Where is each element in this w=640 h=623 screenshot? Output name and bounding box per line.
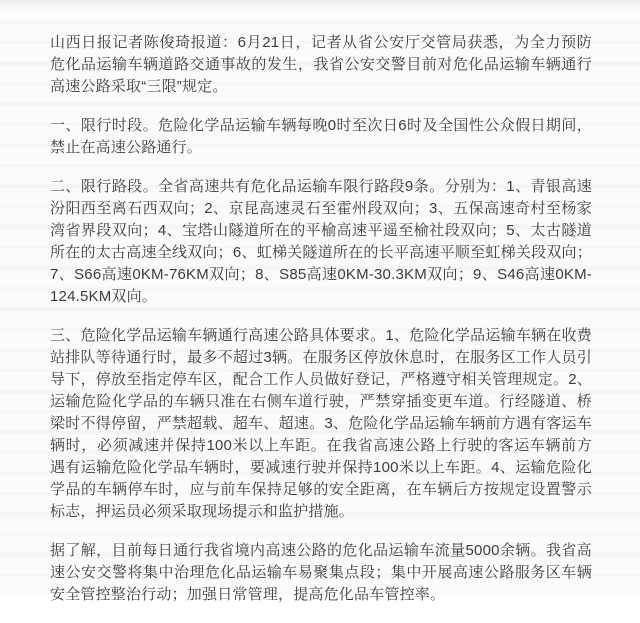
article-body	[50, 32, 592, 623]
article-paragraph-requirements: 三、危险化学品运输车辆通行高速公路具体要求。1、危险化学品运输车辆在收费站排队等待通行时，最多不超过3辆。在服务区停放休息时，在服务区工作人员引导下，停放至指定停车区，配合工作人员做好登记，严格遵守相关管理规定。2、运输危险化学品的车辆只准在右侧车道行驶，严禁穿插变更车道。行经隧道、桥梁时不得停留，严禁超载、超车、超速。3、危险化学品运输车辆前方遇有客运车辆时，必须减速并保持100米以上车距。在我省高速公路上行驶的客运车辆前方遇有运输危险化学品车辆时，要减速行驶并保持100米以上车距。4、运输危险化学品的车辆停车时，应与前车保持足够的安全距离，在车辆后方按规定设置警示标志，押运员必须采取现场提示和监护措施。	[50, 327, 592, 520]
article-paragraph-restriction-sections: 二、限行路段。全省高速共有危化品运输车限行路段9条。分别为：1、青银高速汾阳西至离石西双向；2、京昆高速灵石至霍州段双向；3、五保高速奇村至杨家湾省界段双向；4、宝塔山隧道所在的平榆高速平遥至榆社段双向；5、太古隧道所在的太古高速全线双向；6、虹梯关隧道所在的长平高速平顺至虹梯关段双向；7、S66高速0KM-76KM双向；8、S85高速0KM-30.3KM双向；9、S46高速0KM-124.5KM双向。	[50, 178, 592, 305]
article-paragraph-closing: 据了解，目前每日通行我省境内高速公路的危化品运输车流量5000余辆。我省高速公安交警将集中治理危化品运输车易聚集点段；集中开展高速公路服务区车辆安全管控整治行动；加强日常管理，提高危化品车管控率。	[50, 542, 592, 603]
article-paragraph-intro: 山西日报记者陈俊琦报道：6月21日，记者从省公安厅交管局获悉，为全力预防危化品运输车辆道路交通事故的发生，我省公安交警目前对危化品运输车辆通行高速公路采取“三限”规定。	[50, 34, 592, 95]
article-paragraph-restriction-time: 一、限行时段。危险化学品运输车辆每晚0时至次日6时及全国性公众假日期间，禁止在高速公路通行。	[50, 117, 592, 156]
